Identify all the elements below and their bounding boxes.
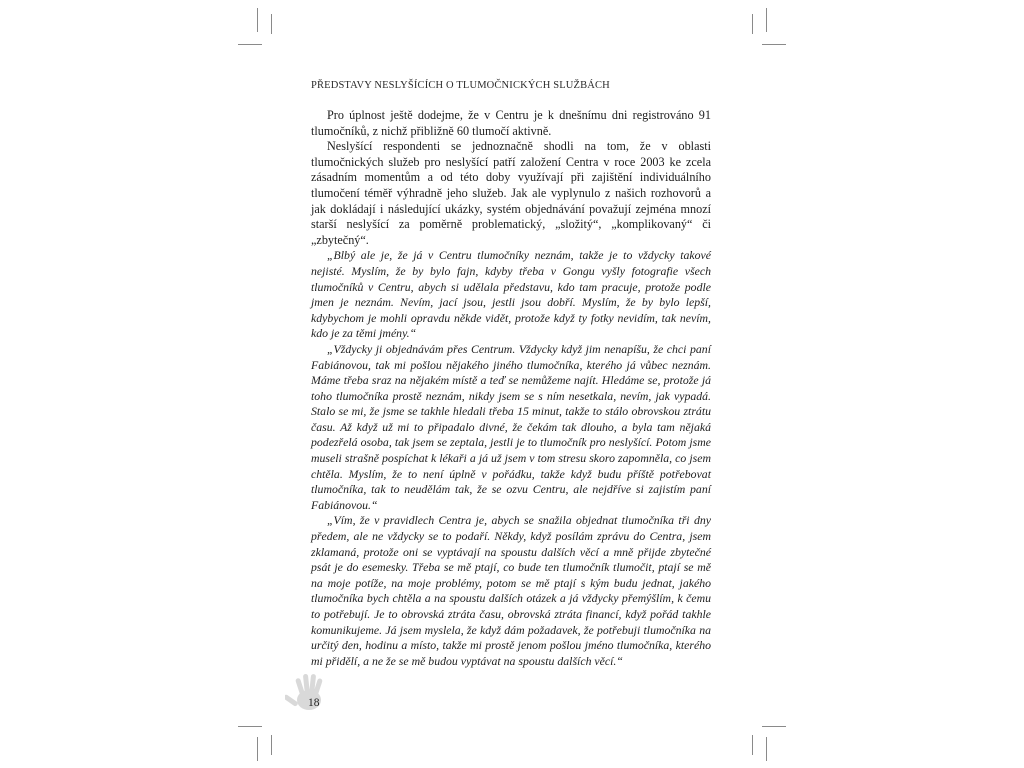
crop-mark bbox=[762, 726, 786, 727]
paragraph: Neslyšící respondenti se jednoznačně shodli na tom, že v oblasti tlumočnických služeb pro neslyšící patří založení Centra v roce 2003 ke zcela zásadním momentům a od této doby využívají při zajištění individuálního tlumočení téměř výhradně jeho služeb. Jak ale vyplynulo z našich rozhovorů a jak dokládají i následující ukázky, systém objednávání považují zejména mnozí starší neslyšící za poměrně problematický, „složitý“, „komplikovaný“ či „zbytečný“. bbox=[311, 139, 711, 247]
hand-icon bbox=[285, 670, 331, 716]
quote-paragraph: „Blbý ale je, že já v Centru tlumočníky neznám, takže je to vždycky takové nejisté. Myslím, že by bylo fajn, kdyby třeba v Gongu vyšly fotografie všech tlumočníků v Centru, abych si udělala představu, kdo tam pracuje, protože podle jmen je neznám. Nevím, jací jsou, jestli jsou dobří. Myslím, že by bylo lepší, kdybychom je mohli opravdu někde vidět, protože když ty fotky nevidím, tak nevím, kdo je za těmi jmény.“ bbox=[311, 248, 711, 341]
quote-paragraph: „Vím, že v pravidlech Centra je, abych se snažila objednat tlumočníka tři dny předem, ale ne vždycky se to podaří. Někdy, když posílám zprávu do Centra, jsem zklamaná, protože oni se vyptávají na spoustu dalších věcí a mně přijde zbytečné psát je do esemesky. Třeba se mě ptají, co bude ten tlumočník tlumočit, ptají se mě na moje potíže, na moje problémy, potom se mě ptají s kým budu jednat, jakého tlumočníka bych chtěla a na spoustu dalších otázek a já vždycky přemýšlím, k čemu to potřebují. Je to obrovská ztráta času, obrovská ztráta financí, když pořád takhle komunikujeme. Já jsem myslela, že když dám požadavek, že potřebuji tlumočníka na určitý den, hodinu a místo, takže mi prostě jenom pošlou jméno tlumočníka, kterého mi přidělí, a ne že se mě budou vyptávat na spoustu dalších věcí.“ bbox=[311, 513, 711, 668]
quote-paragraph: „Vždycky ji objednávám přes Centrum. Vždycky když jim nenapíšu, že chci paní Fabiánovou, tak mi pošlou nějakého jiného tlumočníka, kterého já vůbec neznám. Máme třeba sraz na nějakém místě a teď se nemůžeme najít. Hledáme se, protože já toho tlumočníka prostě neznám, nikdy jsem se s ním nesetkala, nevím, jak vypadá. Stalo se mi, že jsme se takhle hledali třeba 15 minut, takže to stálo obrovskou ztrátu času. Až když už mi to připadalo divné, že čekám tak dlouho, a byla tam nějaká podezřelá osoba, tak jsem se zeptala, jestli je to tlumočník pro neslyšící. Potom jsme museli strašně pospíchat k lékaři a já už jsem v tom stresu skoro zapomněla, co jsem chtěla. Myslím, že to není úplně v pořádku, takže když budu příště potřebovat tlumočníka, tak to neudělám tak, že se ozvu Centru, ale nejdříve si zajistím paní Fabiánovou.“ bbox=[311, 341, 711, 512]
crop-mark bbox=[238, 726, 262, 727]
crop-mark bbox=[766, 8, 767, 32]
crop-mark bbox=[752, 14, 753, 34]
crop-mark bbox=[238, 44, 262, 45]
crop-mark bbox=[762, 44, 786, 45]
crop-mark bbox=[271, 735, 272, 755]
crop-mark bbox=[766, 737, 767, 761]
body-text bbox=[311, 108, 711, 669]
crop-mark bbox=[271, 14, 272, 34]
paragraph: Pro úplnost ještě dodejme, že v Centru je k dnešnímu dni registrováno 91 tlumočníků, z nichž přibližně 60 tlumočí aktivně. bbox=[311, 108, 711, 138]
page-number: 18 bbox=[308, 697, 320, 709]
running-head: PŘEDSTAVY NESLYŠÍCÍCH O TLUMOČNICKÝCH SLUŽBÁCH bbox=[311, 80, 610, 91]
crop-mark bbox=[257, 8, 258, 32]
crop-mark bbox=[752, 735, 753, 755]
crop-mark bbox=[257, 737, 258, 761]
